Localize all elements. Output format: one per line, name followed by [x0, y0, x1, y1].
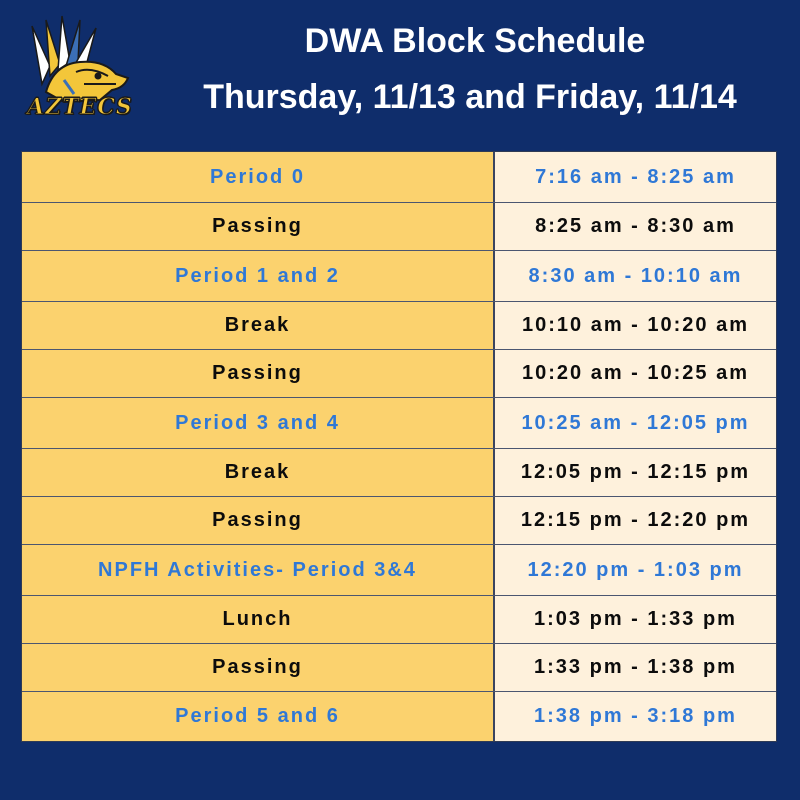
period-time: 12:05 pm - 12:15 pm	[495, 449, 776, 496]
schedule-row	[22, 202, 776, 250]
period-time: 10:20 am - 10:25 am	[495, 350, 776, 397]
period-time: 7:16 am - 8:25 am	[495, 152, 776, 202]
schedule-row	[22, 496, 776, 544]
schedule-table	[21, 151, 777, 742]
period-time: 10:10 am - 10:20 am	[495, 302, 776, 349]
page-title: DWA Block Schedule	[304, 22, 646, 60]
period-time: 8:30 am - 10:10 am	[495, 251, 776, 301]
schedule-row	[22, 397, 776, 448]
period-label: Passing	[22, 644, 495, 691]
warrior-head-icon	[24, 14, 136, 104]
period-time: 1:38 pm - 3:18 pm	[495, 692, 776, 741]
schedule-row	[22, 544, 776, 595]
header	[0, 0, 800, 150]
period-label: NPFH Activities- Period 3&4	[22, 545, 495, 595]
period-label: Period 5 and 6	[22, 692, 495, 741]
schedule-row	[22, 349, 776, 397]
page-subtitle: Thursday, 11/13 and Friday, 11/14	[203, 78, 737, 116]
period-time: 1:33 pm - 1:38 pm	[495, 644, 776, 691]
period-label: Break	[22, 302, 495, 349]
schedule-row	[22, 152, 776, 202]
period-label: Passing	[22, 350, 495, 397]
schedule-row	[22, 301, 776, 349]
aztecs-logo	[24, 14, 136, 126]
period-time: 10:25 am - 12:05 pm	[495, 398, 776, 448]
period-label: Period 1 and 2	[22, 251, 495, 301]
period-label: Period 0	[22, 152, 495, 202]
period-time: 1:03 pm - 1:33 pm	[495, 596, 776, 643]
period-time: 12:15 pm - 12:20 pm	[495, 497, 776, 544]
schedule-row	[22, 250, 776, 301]
period-label: Lunch	[22, 596, 495, 643]
period-time: 12:20 pm - 1:03 pm	[495, 545, 776, 595]
period-label: Break	[22, 449, 495, 496]
period-label: Passing	[22, 203, 495, 250]
period-label: Period 3 and 4	[22, 398, 495, 448]
logo-wordmark: AZTECS	[27, 94, 133, 120]
schedule-row	[22, 643, 776, 691]
schedule-row	[22, 448, 776, 496]
period-label: Passing	[22, 497, 495, 544]
schedule-row	[22, 595, 776, 643]
schedule-row	[22, 691, 776, 741]
period-time: 8:25 am - 8:30 am	[495, 203, 776, 250]
